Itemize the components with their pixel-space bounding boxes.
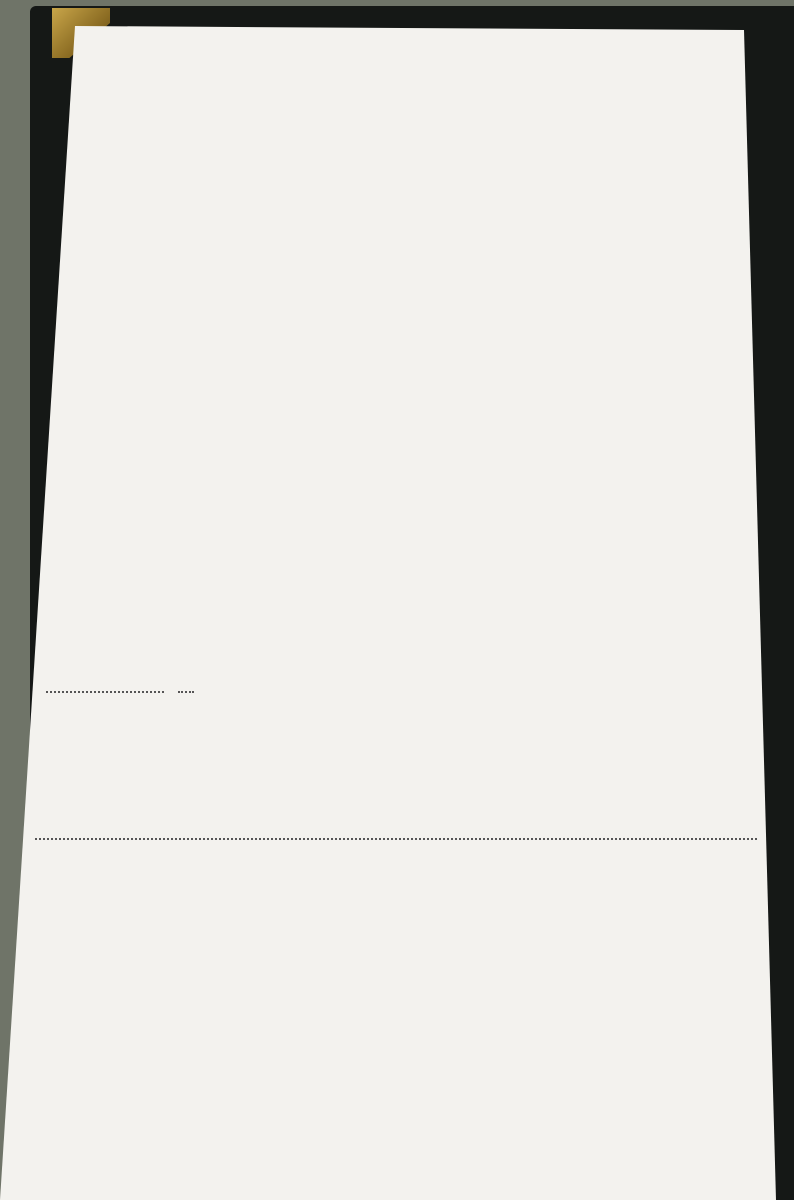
burrito-line2	[33, 841, 759, 843]
burrito-leader	[35, 838, 757, 840]
biscuits-leader	[46, 691, 164, 693]
biscuits-row	[44, 694, 754, 696]
biscuits-potato-leader	[178, 691, 194, 693]
menu-page	[0, 26, 776, 1200]
